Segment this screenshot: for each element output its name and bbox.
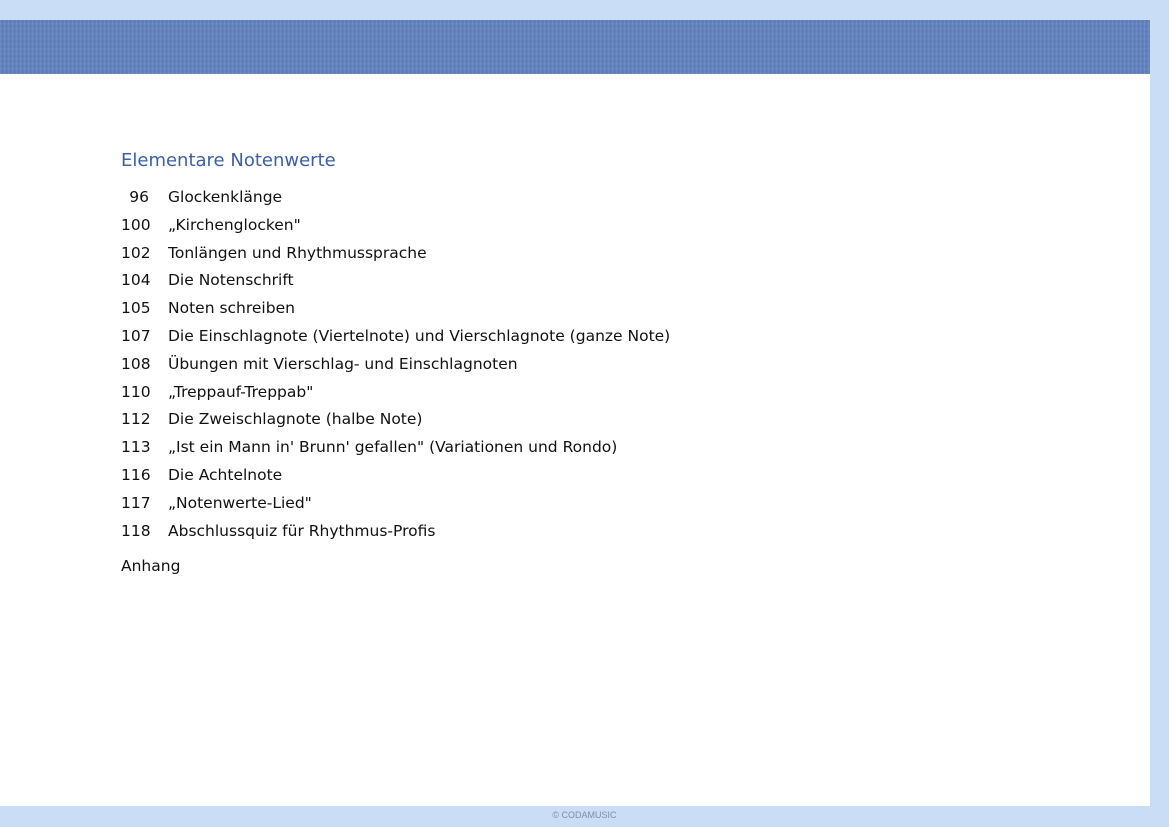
toc-entry	[121, 518, 1021, 546]
toc-page-number: 108	[121, 354, 151, 373]
toc-page-number: 96	[129, 188, 149, 206]
toc-entry	[121, 379, 1021, 407]
toc-page-number: 117	[121, 493, 151, 512]
toc-entry-title: Glockenklänge	[168, 188, 283, 206]
toc-page-number: 113	[121, 438, 151, 457]
toc-entry	[121, 212, 1021, 240]
toc-entry-title: „Kirchenglocken"	[168, 215, 301, 234]
document-page	[0, 20, 1150, 806]
toc-entry	[121, 490, 1021, 518]
toc-entry	[121, 351, 1021, 379]
toc-entry-title: Die Notenschrift	[168, 271, 294, 290]
toc-entry	[121, 184, 1021, 212]
toc-entry-title: Die Zweischlagnote (halbe Note)	[168, 410, 423, 429]
toc-entry-title: Abschlussquiz für Rhythmus-Profis	[168, 521, 436, 540]
toc-entry	[121, 267, 1021, 295]
toc-page-number: 112	[121, 410, 151, 429]
toc-entry	[121, 295, 1021, 323]
toc-entry-title: Übungen mit Vierschlag- und Einschlagnoten	[168, 354, 518, 373]
toc-page-number: 100	[121, 215, 151, 234]
toc-page-number: 118	[121, 521, 151, 540]
toc-entry-list	[121, 184, 1021, 545]
toc-entry-title: „Ist ein Mann in' Brunn' gefallen" (Variationen und Rondo)	[168, 438, 618, 457]
toc-entry	[121, 323, 1021, 351]
header-banner	[0, 20, 1150, 74]
toc-page-number: 110	[121, 382, 151, 401]
toc-entry-title: Tonlängen und Rhythmussprache	[168, 243, 427, 262]
toc-entry-title: Die Achtelnote	[168, 465, 283, 484]
toc-entry-title: „Notenwerte-Lied"	[168, 493, 312, 512]
toc-page-number: 104	[121, 271, 151, 290]
section-title: Elementare Notenwerte	[121, 150, 336, 171]
toc-page-number: 102	[121, 243, 151, 262]
toc-page-number: 116	[121, 465, 151, 484]
appendix-heading: Anhang	[121, 557, 181, 576]
toc-entry-title: Die Einschlagnote (Viertelnote) und Vierschlagnote (ganze Note)	[168, 326, 671, 345]
toc-entry-title: Noten schreiben	[168, 299, 295, 318]
toc-entry	[121, 462, 1021, 490]
toc-entry-title: „Treppauf-Treppab"	[168, 382, 314, 401]
toc-entry	[121, 240, 1021, 268]
table-of-contents	[121, 148, 1021, 579]
toc-entry	[121, 406, 1021, 434]
toc-page-number: 105	[121, 299, 151, 318]
toc-entry	[121, 434, 1021, 462]
copyright-footer: © CODAMUSIC	[552, 810, 617, 820]
toc-page-number: 107	[121, 326, 151, 345]
